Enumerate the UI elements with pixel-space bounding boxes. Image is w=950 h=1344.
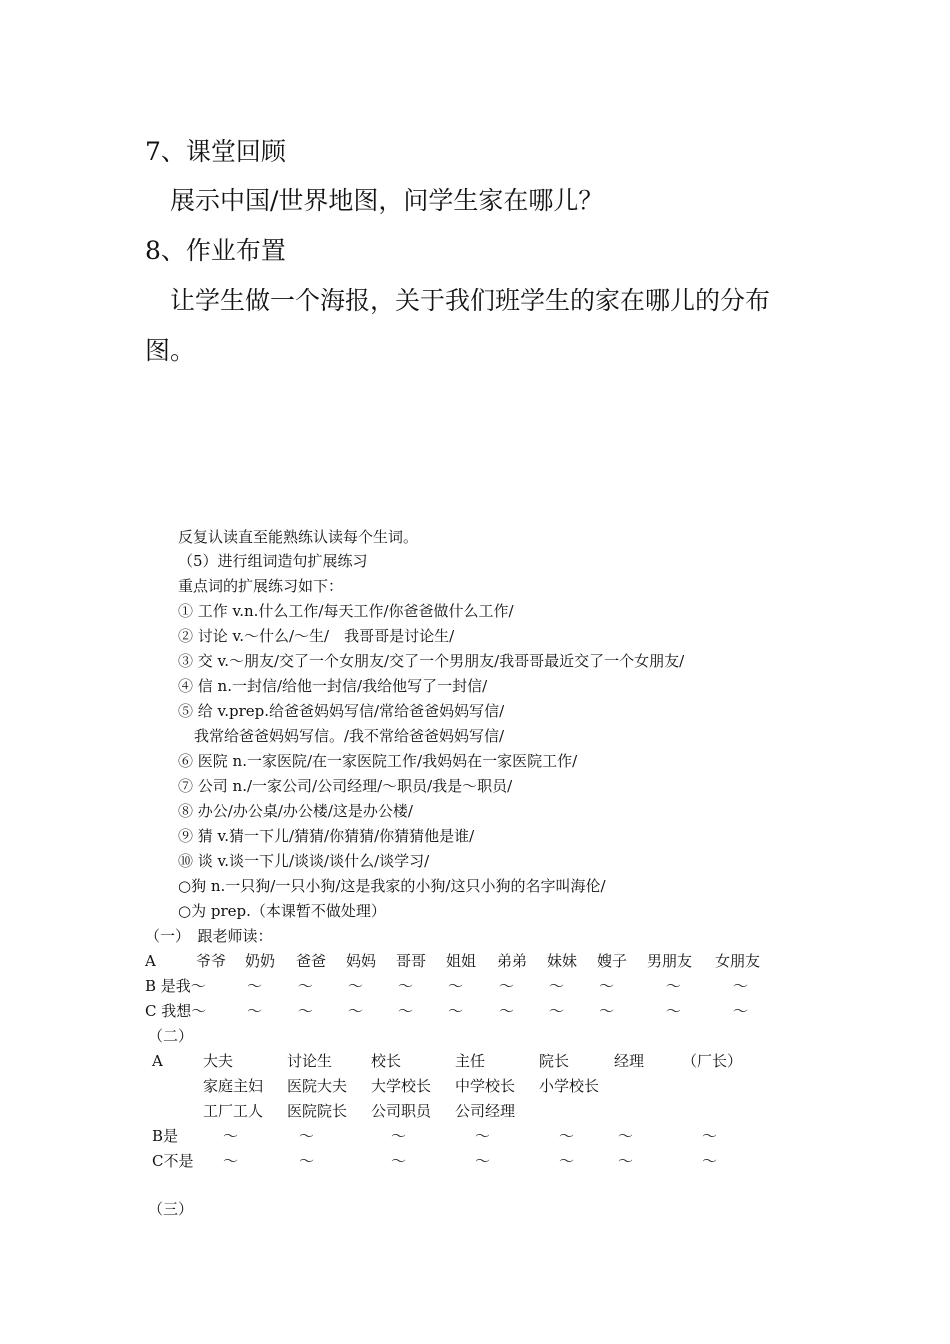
part2-word: 家庭主妇: [203, 1077, 264, 1095]
note-item: ⑦ 公司 n./一家公司/公司经理/～职员/我是～职员/: [178, 777, 513, 795]
part1-rowA-word: 弟弟: [497, 952, 528, 970]
part1-rowA-word: 妹妹: [547, 952, 578, 970]
note-item: ⑧ 办公/办公桌/办公楼/这是办公楼/: [178, 802, 413, 820]
tilde: ～: [702, 1127, 718, 1145]
tilde: ～: [559, 1152, 575, 1170]
tilde: ～: [559, 1127, 575, 1145]
section8-text-line1: 让学生做一个海报，关于我们班学生的家在哪儿的分布: [170, 286, 771, 315]
part2-word: （厂长）: [682, 1052, 743, 1070]
tilde: ～: [223, 1152, 239, 1170]
note-item: ⑥ 医院 n.一家医院/在一家医院工作/我妈妈在一家医院工作/: [178, 752, 578, 770]
note-item: ④ 信 n.一封信/给他一封信/我给他写了一封信/: [178, 677, 488, 695]
note-item: ⑩ 谈 v.谈一下儿/谈谈/谈什么/谈学习/: [178, 852, 430, 870]
part2-word: 工厂工人: [203, 1102, 264, 1120]
part2-label-a: A: [152, 1052, 163, 1070]
part1-rowB-label: B 是我～: [145, 977, 206, 995]
note-item: ⑤ 给 v.prep.给爸爸妈妈写信/常给爸爸妈妈写信/: [178, 702, 505, 720]
tilde: ～: [348, 1002, 364, 1020]
part3-title: （三）: [148, 1200, 194, 1218]
note-item: ② 讨论 v.～什么/～生/ 我哥哥是讨论生/: [178, 627, 455, 645]
notes-line3: 重点词的扩展练习如下：: [178, 577, 344, 595]
tilde: ～: [599, 1002, 615, 1020]
part2-word: 中学校长: [455, 1077, 516, 1095]
tilde: ～: [298, 1002, 314, 1020]
section8-heading: 8、作业布置: [145, 236, 286, 265]
note-item: ③ 交 v.～朋友/交了一个女朋友/交了一个男朋友/我哥哥最近交了一个女朋友/: [178, 652, 685, 670]
part2-word: 医院院长: [287, 1102, 348, 1120]
part1-rowA-word: 奶奶: [245, 952, 276, 970]
tilde: ～: [666, 977, 682, 995]
tilde: ～: [599, 977, 615, 995]
tilde: ～: [348, 977, 364, 995]
part2-word: 公司经理: [455, 1102, 516, 1120]
tilde: ～: [666, 1002, 682, 1020]
notes-line2: （5）进行组词造句扩展练习: [178, 552, 368, 570]
part2-title: （二）: [148, 1027, 194, 1045]
note-item: ① 工作 v.n.什么工作/每天工作/你爸爸做什么工作/: [178, 602, 514, 620]
tilde: ～: [223, 1127, 239, 1145]
tilde: ～: [475, 1152, 491, 1170]
part1-rowA-word: 爸爸: [296, 952, 327, 970]
tilde: ～: [448, 977, 464, 995]
tilde: ～: [448, 1002, 464, 1020]
tilde: ～: [398, 977, 414, 995]
part2-word: 讨论生: [287, 1052, 333, 1070]
part1-rowA-word: 男朋友: [647, 952, 693, 970]
part2-word: 院长: [539, 1052, 570, 1070]
note-item: 我常给爸爸妈妈写信。/我不常给爸爸妈妈写信/: [194, 727, 505, 745]
tilde: ～: [299, 1127, 315, 1145]
part2-word: 主任: [455, 1052, 486, 1070]
tilde: ～: [298, 977, 314, 995]
part2-word: 校长: [371, 1052, 402, 1070]
tilde: ～: [247, 1002, 263, 1020]
tilde: ～: [247, 977, 263, 995]
section8-text-line2: 图。: [145, 336, 196, 365]
part1-title: （一） 跟老师读：: [145, 927, 273, 945]
part2-word: 经理: [614, 1052, 645, 1070]
note-item: ⑨ 猜 v.猜一下儿/猜猜/你猜猜/你猜猜他是谁/: [178, 827, 475, 845]
part2-word: 大学校长: [371, 1077, 432, 1095]
part1-rowA-word: 妈妈: [346, 952, 377, 970]
part1-rowA-word: 姐姐: [446, 952, 477, 970]
tilde: ～: [618, 1152, 634, 1170]
part2-word: 公司职员: [371, 1102, 432, 1120]
tilde: ～: [733, 1002, 749, 1020]
part1-rowA-word: 爷爷: [196, 952, 227, 970]
tilde: ～: [618, 1127, 634, 1145]
tilde: ～: [499, 977, 515, 995]
part1-rowA-word: 哥哥: [396, 952, 427, 970]
tilde: ～: [733, 977, 749, 995]
tilde: ～: [299, 1152, 315, 1170]
part1-rowC-label: C 我想～: [145, 1002, 207, 1020]
tilde: ～: [398, 1002, 414, 1020]
tilde: ～: [475, 1127, 491, 1145]
part1-rowA-word: 女朋友: [715, 952, 761, 970]
tilde: ～: [499, 1002, 515, 1020]
tilde: ～: [391, 1127, 407, 1145]
part2-word: 大夫: [203, 1052, 234, 1070]
part1-rowA-label: A: [145, 952, 156, 970]
tilde: ～: [702, 1152, 718, 1170]
tilde: ～: [549, 977, 565, 995]
section7-text: 展示中国/世界地图，问学生家在哪儿？: [170, 186, 604, 215]
part2-label-c: C不是: [152, 1152, 194, 1170]
note-item: ○狗 n.一只狗/一只小狗/这是我家的小狗/这只小狗的名字叫海伦/: [178, 877, 606, 895]
part2-word: 小学校长: [539, 1077, 600, 1095]
part2-word: 医院大夫: [287, 1077, 348, 1095]
section7-heading: 7、课堂回顾: [145, 137, 286, 166]
part1-rowA-word: 嫂子: [597, 952, 628, 970]
note-item: ○为 prep.（本课暂不做处理）: [178, 902, 386, 920]
notes-line1: 反复认读直至能熟练认读每个生词。: [178, 528, 419, 546]
part2-label-b: B是: [152, 1127, 179, 1145]
tilde: ～: [391, 1152, 407, 1170]
tilde: ～: [549, 1002, 565, 1020]
